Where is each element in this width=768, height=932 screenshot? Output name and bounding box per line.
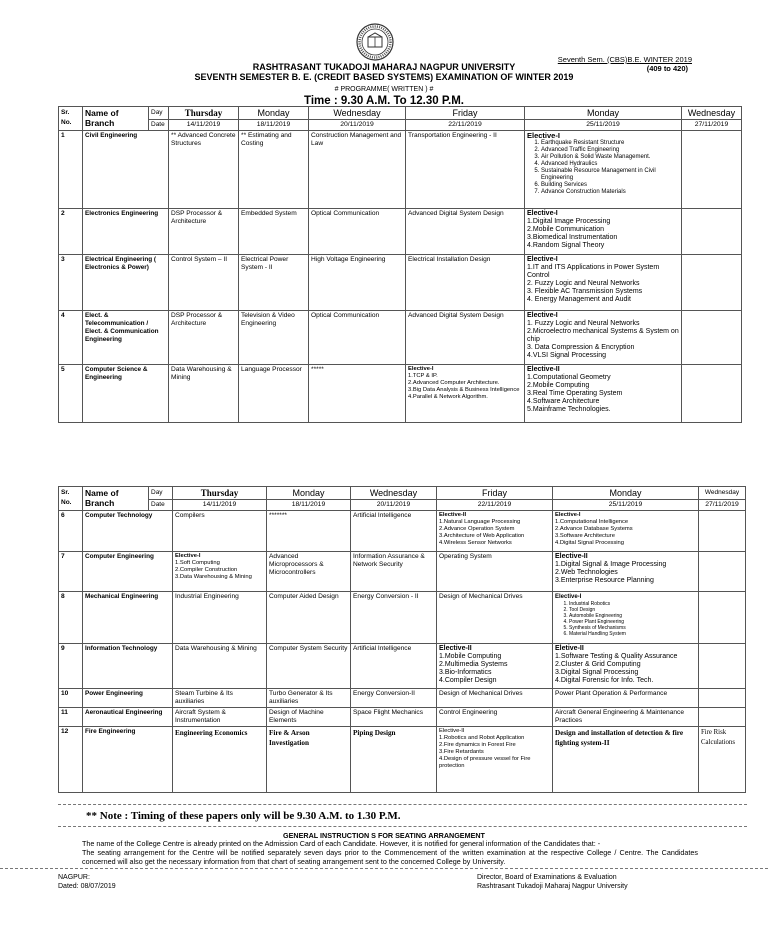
day-wednesday-2: Wednesday: [699, 487, 746, 500]
branch-name: Mechanical Engineering: [83, 592, 173, 644]
elective-cell: Elective-I 1. Earthquake Resistant Structure 2. Advanced Traffic Engineering 3. Air Pollution & Solid Waste Management. 4. Advanced Hydraulics 5. Sustainable Resource Management in Civil Engineering 6. Building Services 7. Advance Construction Materials: [525, 131, 682, 209]
branch-header: Name of Branch: [83, 487, 149, 511]
date-3: 20/11/2019: [351, 500, 437, 511]
table-row: 2 Electronics Engineering DSP Processor & Architecture Embedded System Optical Communication Advanced Digital System Design Elective-I 1.Digital Image Processing 2.Mobile Communication 3.Biomedical Instrumentation 4.Random Signal Theory: [59, 209, 742, 255]
date-5: 25/11/2019: [553, 500, 699, 511]
table-row: 9 Information Technology Data Warehousing & Mining Computer System Security Artificial Intelligence Elective-II 1.Mobile Computing 2.Multimedia Systems 3.Bio-Informatics 4.Compiler Design Eletive-II 1.Software Testing & Quality Assurance 2.Cluster & Grid Computing 3.Digital Signal Processing 4.Digital Forensic for Info. Tech.: [59, 644, 746, 689]
day-wednesday: Wednesday: [309, 107, 406, 120]
branch-header: Name of Branch: [83, 107, 149, 131]
date-1: 14/11/2019: [169, 120, 239, 131]
branch-name: Computer Science & Engineering: [83, 365, 169, 423]
signatory: Director, Board of Examinations & Evaluation: [477, 874, 617, 881]
table-row: 1 Civil Engineering ** Advanced Concrete Structures ** Estimating and Costing Construction Management and Law Transportation Engineering - II Elective-I 1. Earthquake Resistant Structure 2. Advanced Traffic Engineering 3. Air Pollution & Solid Waste Management. 4. Advanced Hydraulics 5. Sustainable Resource Management in Civil Engineering 6. Building Services 7. Advance Construction Materials: [59, 131, 742, 209]
elective-cell: Elective-I 1. Fuzzy Logic and Neural Networks 2.Microelectro mechanical Systems & System on chip 3. Data Compression & Encryption 4.VLSI Signal Processing: [525, 311, 682, 365]
table-row: 4 Elect. & Telecommunication / Elect. & Communication Engineering DSP Processor & Architecture Television & Video Engineering Optical Communication Advanced Digital System Design Elective-I 1. Fuzzy Logic and Neural Networks 2.Microelectro mechanical Systems & System on chip 3. Data Compression & Encryption 4.VLSI Signal Processing: [59, 311, 742, 365]
date-header-row: [59, 500, 746, 511]
day-friday: Friday: [406, 107, 525, 120]
table-row: 6 Computer Technology Compilers ******* Artificial Intelligence Elective-II 1.Natural Language Processing 2.Advance Operation System 3.Architecture of Web Application 4.Wireless Sensor Networks Elective-I 1.Computational Intelligence 2.Advance Database Systems 3.Software Architecture 4.Digital Signal Processing: [59, 511, 746, 552]
date-6: 27/11/2019: [699, 500, 746, 511]
branch-name: Information Technology: [83, 644, 173, 689]
paper-range: (409 to 420): [646, 64, 688, 73]
branch-name: Computer Engineering: [83, 552, 173, 592]
elective-cell: Elective-II 1.Computational Geometry 2.Mobile Computing 3.Real Time Operating System 4.Software Architecture 5.Mainframe Technologies.: [525, 365, 682, 423]
date-3: 20/11/2019: [309, 120, 406, 131]
timing-note: ** Note : Timing of these papers only will be 9.30 A.M. to 1.30 P.M.: [86, 810, 401, 822]
branch-name: Elect. & Telecommunication / Elect. & Communication Engineering: [83, 311, 169, 365]
signatory-university: Rashtrasant Tukadoji Maharaj Nagpur University: [477, 882, 628, 890]
elective-cell: Elective-I 1.TCP & IP. 2.Advanced Computer Architecture. 3.Big Data Analysis & Business Intelligence 4.Parallel & Network Algorithm.: [406, 365, 525, 423]
date-2: 18/11/2019: [239, 120, 309, 131]
table-row: 7 Computer Engineering Elective-I 1.Soft Computing 2.Compiler Construction 3.Data Warehousing & Mining Advanced Microprocessors & Microcontrollers Information Assurance & Network Security Operating System Elective-II 1.Digital Signal & Image Processing 2.Web Technologies 3.Enterprise Resource Planning: [59, 552, 746, 592]
date-label: Date: [149, 500, 173, 511]
elective-cell: Elective-I 1.Soft Computing 2.Compiler Construction 3.Data Warehousing & Mining: [173, 552, 267, 592]
branch-name: Electronics Engineering: [83, 209, 169, 255]
table-row: 8 Mechanical Engineering Industrial Engineering Computer Aided Design Energy Conversion - II Design of Mechanical Drives Elective-I 1. Industrial Robotics 2. Tool Design 3. Automobile Engineering 4. Power Plant Engineering 5. Synthesis of Mechanisms 6. Material Handling System: [59, 592, 746, 644]
date-1: 14/11/2019: [173, 500, 267, 511]
divider: [58, 804, 747, 805]
day-monday: Monday: [239, 107, 309, 120]
branch-name: Computer Technology: [83, 511, 173, 552]
elective-cell: Elective-I 1.Computational Intelligence 2.Advance Database Systems 3.Software Architecture 4.Digital Signal Processing: [553, 511, 699, 552]
elective-cell: Elective-II 1.Robotics and Robot Application 2.Fire dynamics in Forest Fire 3.Fire Retardants 4.Design of pressure vessel for Fire protection: [437, 727, 553, 793]
instructions-para-2: The seating arrangement for the Centre will be notified separately seven days prior to the Commencement of the written examination at the respective College / Centre. The Candidates concerned will also get the necessary information from that chart of seating arrangement sent to the concerned College by University.: [82, 848, 698, 866]
semester-reference: Seventh Sem. (CBS)B.E. WINTER 2019 (409 to 420): [557, 55, 692, 73]
elective-cell: Elective-II 1.Mobile Computing 2.Multimedia Systems 3.Bio-Informatics 4.Compiler Design: [437, 644, 553, 689]
day-monday: Monday: [267, 487, 351, 500]
divider: [0, 868, 768, 869]
day-monday-2: Monday: [553, 487, 699, 500]
date-label: Date: [149, 120, 169, 131]
branch-name: Electrical Engineering ( Electronics & Power): [83, 255, 169, 311]
university-name: RASHTRASANT TUKADOJI MAHARAJ NAGPUR UNIVERSITY: [252, 62, 516, 72]
timetable-part-2: [58, 486, 746, 793]
instructions-para-1: The name of the College Centre is already printed on the Admission Card of each Candidate. However, it is notified for general information of the Candidates that: -: [82, 839, 601, 848]
date-2: 18/11/2019: [267, 500, 351, 511]
table-row: 3 Electrical Engineering ( Electronics & Power) Control System – II Electrical Power System - II High Voltage Engineering Electrical Installation Design Elective-I 1.IT and ITS Applications in Power System Control 2. Fuzzy Logic and Neural Networks 3. Flexible AC Transmission Systems 4. Energy Management and Audit: [59, 255, 742, 311]
date-header-row: [59, 120, 742, 131]
elective-cell: Eletive-II 1.Software Testing & Quality Assurance 2.Cluster & Grid Computing 3.Digital Signal Processing 4.Digital Forensic for Info. Tech.: [553, 644, 699, 689]
branch-name: Fire Engineering: [83, 727, 173, 793]
elective-cell: Elective-II 1.Natural Language Processing 2.Advance Operation System 3.Architecture of Web Application 4.Wireless Sensor Networks: [437, 511, 553, 552]
elective-cell: Elective-I 1.IT and ITS Applications in Power System Control 2. Fuzzy Logic and Neural Networks 3. Flexible AC Transmission Systems 4. Energy Management and Audit: [525, 255, 682, 311]
day-label: Day: [149, 487, 173, 500]
branch-name: Aeronautical Engineering: [83, 708, 173, 727]
date-4: 22/11/2019: [406, 120, 525, 131]
sr-no-header: Sr. No.: [59, 487, 83, 511]
footer-left: [58, 874, 116, 891]
exam-title: SEVENTH SEMESTER B. E. (CREDIT BASED SYSTEMS) EXAMINATION OF WINTER 2019: [194, 72, 574, 82]
sr-no-header: Sr. No.: [59, 107, 83, 131]
elective-cell: Elective-I 1.Digital Image Processing 2.Mobile Communication 3.Biomedical Instrumentation 4.Random Signal Theory: [525, 209, 682, 255]
table-row: 11 Aeronautical Engineering Aircraft System & Instrumentation Design of Machine Elements Space Flight Mechanics Control Engineering Aircraft General Engineering & Maintenance Practices: [59, 708, 746, 727]
date-6: 27/11/2019: [682, 120, 742, 131]
date-5: 25/11/2019: [525, 120, 682, 131]
divider: [58, 826, 747, 827]
exam-time: Time : 9.30 A.M. To 12.30 P.M.: [304, 95, 464, 107]
university-seal-logo: [355, 22, 395, 62]
day-label: Day: [149, 107, 169, 120]
day-wednesday: Wednesday: [351, 487, 437, 500]
day-thursday: Thursday: [169, 107, 239, 120]
date-4: 22/11/2019: [437, 500, 553, 511]
footer-right: [477, 874, 628, 891]
day-header-row: [59, 487, 746, 500]
timetable-part-1: [58, 106, 742, 423]
day-thursday: Thursday: [173, 487, 267, 500]
elective-cell: Elective-I 1. Industrial Robotics 2. Tool Design 3. Automobile Engineering 4. Power Plant Engineering 5. Synthesis of Mechanisms 6. Material Handling System: [553, 592, 699, 644]
programme-label: # PROGRAMME( WRITTEN ) #: [334, 86, 434, 93]
day-monday-2: Monday: [525, 107, 682, 120]
place: NAGPUR:: [58, 874, 90, 881]
branch-name: Civil Engineering: [83, 131, 169, 209]
day-wednesday-2: Wednesday: [682, 107, 742, 120]
table-row: 12 Fire Engineering Engineering Economics Fire & Arson Investigation Piping Design Elective-II 1.Robotics and Robot Application 2.Fire dynamics in Forest Fire 3.Fire Retardants 4.Design of pressure vessel for Fire protection Design and installation of detection & fire fighting system-II Fire Risk Calculations: [59, 727, 746, 793]
table-row: 5 Computer Science & Engineering Data Warehousing & Mining Language Processor ***** Elective-I 1.TCP & IP. 2.Advanced Computer Architecture. 3.Big Data Analysis & Business Intelligence 4.Parallel & Network Algorithm. Elective-II 1.Computational Geometry 2.Mobile Computing 3.Real Time Operating System 4.Software Architecture 5.Mainframe Technologies.: [59, 365, 742, 423]
day-friday: Friday: [437, 487, 553, 500]
day-header-row: [59, 107, 742, 120]
elective-cell: Elective-II 1.Digital Signal & Image Processing 2.Web Technologies 3.Enterprise Resource Planning: [553, 552, 699, 592]
instructions-title: GENERAL INSTRUCTION S FOR SEATING ARRANGEMENT: [283, 831, 485, 840]
branch-name: Power Engineering: [83, 689, 173, 708]
dated: Dated: 08/07/2019: [58, 882, 116, 890]
table-row: 10 Power Engineering Steam Turbine & Its auxiliaries Turbo Generator & Its auxiliaries Energy Conversion-II Design of Mechanical Drives Power Plant Operation & Performance: [59, 689, 746, 708]
